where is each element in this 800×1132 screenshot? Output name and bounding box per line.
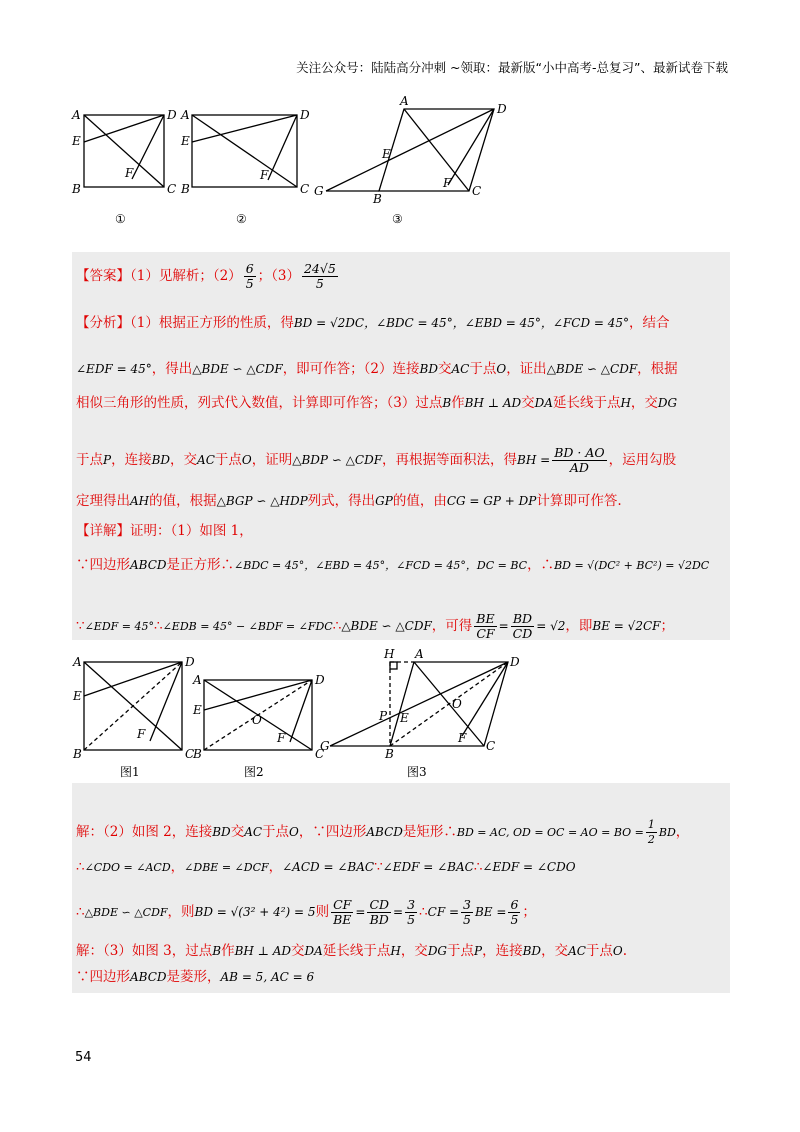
svg-text:D: D: [185, 655, 195, 669]
svg-text:E: E: [72, 134, 81, 148]
analysis-line-1: 【分析】（1）根据正方形的性质，得BD = √2DC，∠BDC = 45°，∠EBD = 45°，∠FCD = 45°，结合: [76, 315, 670, 331]
svg-text:C: C: [472, 184, 482, 198]
svg-text:C: C: [185, 747, 195, 761]
fig-label-3: ③: [392, 212, 403, 226]
page-header: 关注公众号：陆陆高分冲刺 ~领取：最新版“小中高考-总复习”、最新试卷下载: [296, 60, 728, 75]
detail-line-3: ∵∠EDF = 45°∴∠EDB = 45° − ∠BDF = ∠FDC∴△BDE ∽ △CDF，可得 $\frac{BE}{CF}$ = $\frac{BD}{CD}$ = √2，即BE = √2CF；: [76, 611, 674, 641]
svg-text:D: D: [315, 673, 325, 687]
svg-text:F: F: [277, 731, 286, 745]
analysis-line-4: 于点P，连接BD，交AC于点O，证明△BDP ∽ △CDF，再根据等面积法，得BH = $\frac{BD \cdot AO}{AD}$ ，运用勾股: [76, 445, 677, 475]
detail-tag: 【详解】: [76, 523, 130, 539]
svg-text:A: A: [400, 95, 409, 108]
svg-text:G: G: [320, 739, 330, 753]
svg-text:D: D: [510, 655, 520, 669]
svg-text:A: A: [72, 108, 81, 122]
svg-text:F: F: [443, 176, 452, 190]
page-number: 54: [75, 1050, 92, 1065]
svg-text:B: B: [73, 747, 82, 761]
fig-label-1: ①: [115, 212, 126, 226]
detail-line-2: ∵四边形ABCD是正方形∴∠BDC = 45°，∠EBD = 45°，∠FCD = 45°，DC = BC，∴BD = √(DC² + BC²) = √2DC: [76, 557, 710, 573]
svg-text:C: C: [315, 747, 325, 761]
middle-figures: [72, 646, 522, 782]
solution3-line-1: 解：（3）如图 3，过点B作BH ⊥ AD交DA延长线于点H，交DG于点P，连接BD，交AC于点O.: [76, 943, 628, 959]
svg-text:A: A: [415, 647, 424, 661]
answer-tag: 【答案】: [76, 268, 130, 284]
svg-text:E: E: [400, 711, 409, 725]
svg-text:A: A: [193, 673, 202, 687]
fig-caption-2: 图2: [244, 765, 264, 779]
svg-text:A: A: [181, 108, 190, 122]
svg-text:C: C: [486, 739, 496, 753]
svg-text:O: O: [452, 697, 462, 711]
svg-text:F: F: [458, 731, 467, 745]
fig-caption-1: 图1: [120, 765, 140, 779]
svg-text:E: E: [193, 703, 202, 717]
fig-caption-3: 图3: [407, 765, 427, 779]
svg-text:C: C: [167, 182, 177, 196]
svg-text:B: B: [181, 182, 190, 196]
svg-text:F: F: [125, 166, 134, 180]
svg-text:H: H: [384, 647, 395, 661]
analysis-line-3: 相似三角形的性质，列式代入数值，计算即可作答；（3）过点B作BH ⊥ AD交DA延长线于点H，交DG: [76, 395, 678, 411]
svg-text:E: E: [73, 689, 82, 703]
solution3-line-2: ∵四边形ABCD是菱形，AB = 5, AC = 6: [76, 969, 315, 985]
svg-text:D: D: [167, 108, 177, 122]
analysis-line-2: ∠EDF = 45°，得出△BDE ∽ △CDF，即可作答；（2）连接BD交AC于点O，证出△BDE ∽ △CDF，根据: [76, 361, 678, 377]
svg-text:B: B: [373, 192, 382, 206]
svg-text:D: D: [300, 108, 310, 122]
solution2-line-3: ∴△BDE ∽ △CDF，则BD = √(3² + 4²) = 5则 $\frac{CF}{BE}$ = $\frac{CD}{BD}$ = $\frac{3}{5}$ ∴CF = $\frac{3}{5}$ BE = $\frac{6}{5}$ ；: [76, 897, 536, 927]
svg-text:B: B: [385, 747, 394, 761]
fig-label-2: ②: [236, 212, 247, 226]
solution2-line-2: ∴∠CDO = ∠ACD，∠DBE = ∠DCF，∠ACD = ∠BAC∵∠EDF = ∠BAC∴∠EDF = ∠CDO: [76, 859, 576, 875]
analysis-tag: 【分析】: [76, 315, 130, 331]
svg-text:F: F: [260, 168, 269, 182]
top-figures: [70, 95, 510, 240]
svg-text:B: B: [193, 747, 202, 761]
svg-text:E: E: [181, 134, 190, 148]
solution-block: [72, 783, 730, 993]
svg-text:A: A: [73, 655, 82, 669]
solution2-line-1: 解：（2）如图 2，连接BD交AC于点O，∵四边形ABCD是矩形∴BD = AC, OD = OC = AO = BO = $\frac{1}{2}$ BD，: [76, 818, 690, 846]
answer-line: 【答案】（1）见解析；（2） $\frac{6}{5}$ ；（3） $\frac{24√5}{5}$: [76, 261, 336, 291]
svg-text:E: E: [382, 147, 391, 161]
detail-line-1: 【详解】证明：（1）如图 1，: [76, 523, 253, 539]
analysis-line-5: 定理得出AH的值，根据△BGP ∽ △HDP列式，得出GP的值，由CG = GP + DP计算即可作答.: [76, 493, 622, 509]
svg-text:B: B: [72, 182, 81, 196]
answer-analysis-block: [72, 252, 730, 518]
svg-text:O: O: [252, 713, 262, 727]
svg-text:D: D: [497, 102, 507, 116]
svg-text:F: F: [137, 727, 146, 741]
svg-text:G: G: [314, 184, 324, 198]
svg-text:P: P: [379, 709, 388, 723]
svg-text:C: C: [300, 182, 310, 196]
